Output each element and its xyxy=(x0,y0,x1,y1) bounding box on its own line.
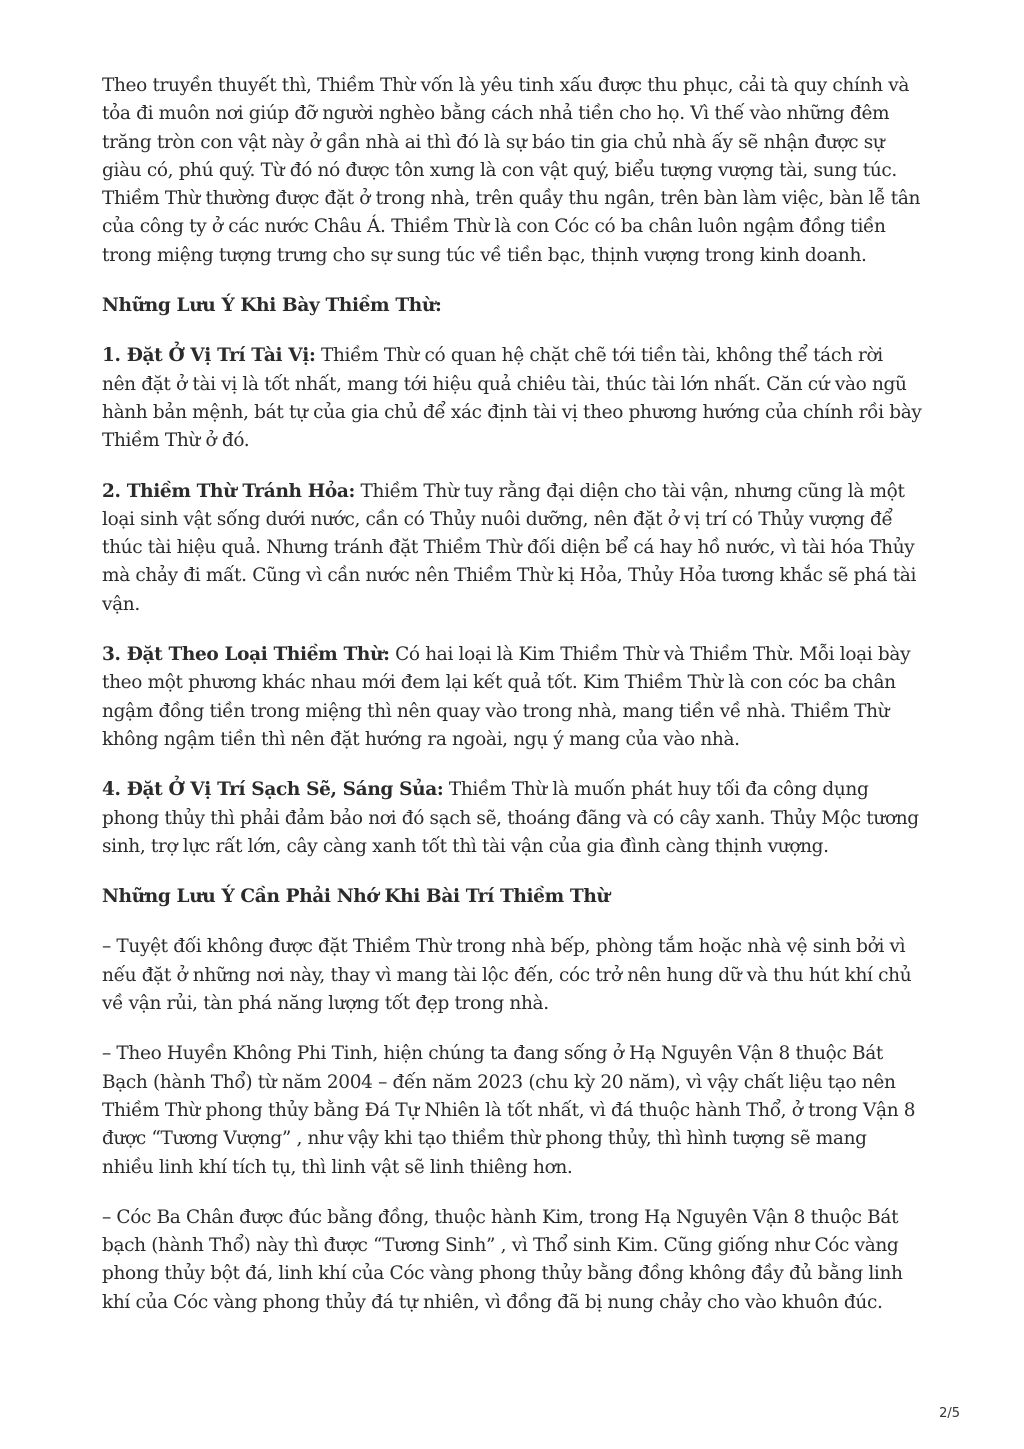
item-text: Thiềm Thừ là muốn phát huy tối đa công dụng phong thủy thì phải đảm bảo nơi đó sạch sẽ, thoáng đãng và có cây xanh. Thủy Mộc tương sinh, trợ lực rất lớn, cây càng xanh tốt thì tài vận của gia đình càng thịnh vượng. xyxy=(102,779,919,857)
numbered-item-4 xyxy=(102,776,922,861)
item-lead: 3. Đặt Theo Loại Thiềm Thừ: xyxy=(102,644,390,666)
note-paragraph-1: – Tuyệt đối không được đặt Thiềm Thừ trong nhà bếp, phòng tắm hoặc nhà vệ sinh bởi vì nếu đặt ở những nơi này, thay vì mang tài lộc đến, cóc trở nên hung dữ và thu hút khí chủ về vận rủi, tàn phá năng lượng tốt đẹp trong nhà. xyxy=(102,936,912,1015)
item-lead: 2. Thiềm Thừ Tránh Hỏa: xyxy=(102,480,355,502)
note-paragraph-2: – Theo Huyền Không Phi Tinh, hiện chúng ta đang sống ở Hạ Nguyên Vận 8 thuộc Bát Bạch (hành Thổ) từ năm 2004 – đến năm 2023 (chu kỳ 20 năm), vì vậy chất liệu tạo nên Thiềm Thừ phong thủy bằng Đá Tự Nhiên là tốt nhất, vì đá thuộc hành Thổ, ở trong Vận 8 được “Tương Vượng” , như vậy khi tạo thiềm thừ phong thủy, thì hình tượng sẽ mang nhiều linh khí tích tụ, thì linh vật sẽ linh thiêng hơn. xyxy=(102,1043,916,1178)
section-heading-notes: Những Lưu Ý Khi Bày Thiềm Thừ: xyxy=(102,295,442,317)
item-lead: 1. Đặt Ở Vị Trí Tài Vị: xyxy=(102,345,316,367)
intro-paragraph: Theo truyền thuyết thì, Thiềm Thừ vốn là yêu tinh xấu được thu phục, cải tà quy chính và tỏa đi muôn nơi giúp đỡ người nghèo bằng cách nhả tiền cho họ. Vì thế vào những đêm trăng tròn con vật này ở gần nhà ai thì đó là sự báo tin gia chủ nhà ấy sẽ nhận được sự giàu có, phú quý. Từ đó nó được tôn xưng là con vật quý, biểu tượng vượng tài, sung túc. Thiềm Thừ thường được đặt ở trong nhà, trên quầy thu ngân, trên bàn làm việc, bàn lễ tân của công ty ở các nước Châu Á. Thiềm Thừ là con Cóc có ba chân luôn ngậm đồng tiền trong miệng tượng trưng cho sự sung túc về tiền bạc, thịnh vượng trong kinh doanh. xyxy=(102,75,921,266)
item-text: Thiềm Thừ có quan hệ chặt chẽ tới tiền tài, không thể tách rời nên đặt ở tài vị là tốt nhất, mang tới hiệu quả chiêu tài, thúc tài lớn nhất. Căn cứ vào ngũ hành bản mệnh, bát tự của gia chủ để xác định tài vị theo phương hướng của chính rồi bày Thiềm Thừ ở đó. xyxy=(102,345,922,452)
note-paragraph-3: – Cóc Ba Chân được đúc bằng đồng, thuộc hành Kim, trong Hạ Nguyên Vận 8 thuộc Bát bạch (hành Thổ) này thì được “Tương Sinh” , vì Thổ sinh Kim. Cũng giống như Cóc vàng phong thủy bột đá, linh khí của Cóc vàng phong thủy bằng đồng không đầy đủ bằng linh khí của Cóc vàng phong thủy đá tự nhiên, vì đồng đã bị nung chảy cho vào khuôn đúc. xyxy=(102,1206,903,1313)
numbered-item-2 xyxy=(102,478,922,619)
section-heading-reminders: Những Lưu Ý Cần Phải Nhớ Khi Bài Trí Thiềm Thừ xyxy=(102,886,610,908)
numbered-item-1 xyxy=(102,342,922,455)
numbered-item-3 xyxy=(102,641,922,754)
page-number: 2/5 xyxy=(939,1406,960,1421)
item-text: Thiềm Thừ tuy rằng đại diện cho tài vận, nhưng cũng là một loại sinh vật sống dưới nước, cần có Thủy nuôi dưỡng, nên đặt ở vị trí có Thủy vượng để thúc tài hiệu quả. Nhưng tránh đặt Thiềm Thừ đối diện bể cá hay hồ nước, vì tài hóa Thủy mà chảy đi mất. Cũng vì cần nước nên Thiềm Thừ kị Hỏa, Thủy Hỏa tương khắc sẽ phá tài vận. xyxy=(102,480,917,615)
item-text: Có hai loại là Kim Thiềm Thừ và Thiềm Thừ. Mỗi loại bày theo một phương khác nhau mới đem lại kết quả tốt. Kim Thiềm Thừ là con cóc ba chân ngậm đồng tiền trong miệng thì nên quay vào trong nhà, mang tiền về nhà. Thiềm Thừ không ngậm tiền thì nên đặt hướng ra ngoài, ngụ ý mang của vào nhà. xyxy=(102,644,911,750)
item-lead: 4. Đặt Ở Vị Trí Sạch Sẽ, Sáng Sủa: xyxy=(102,779,444,801)
document-body xyxy=(102,72,922,1339)
